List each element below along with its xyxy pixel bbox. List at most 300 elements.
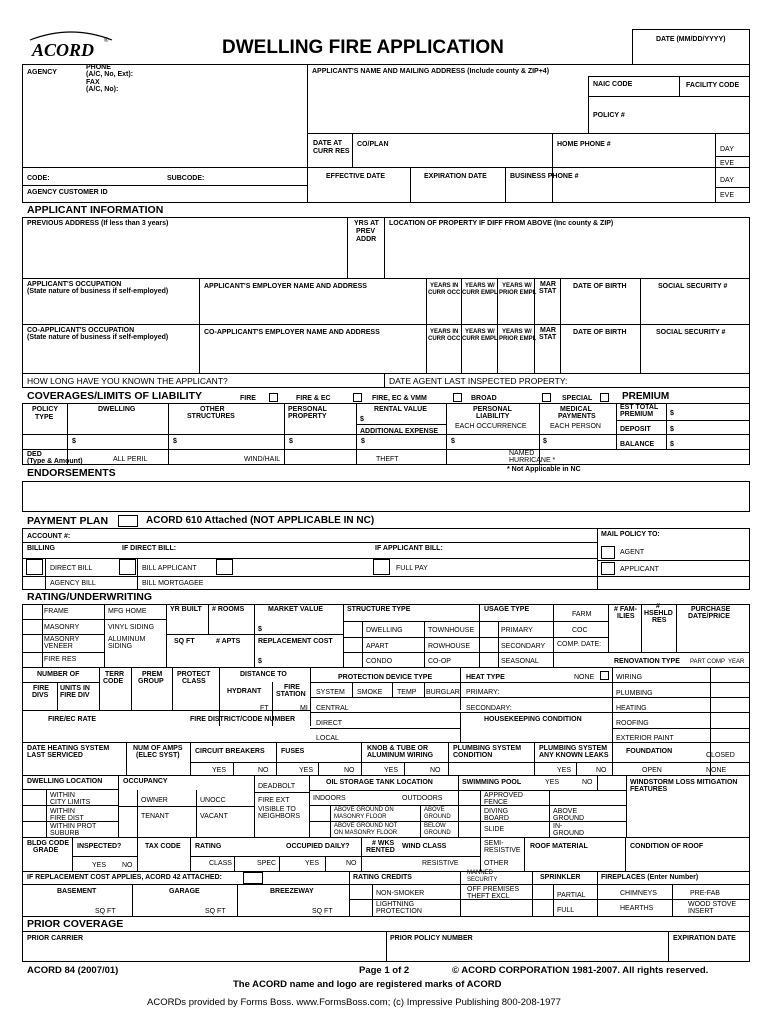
knob-tube-label-2: ALUMINUM WIRING — [367, 752, 434, 759]
medical-label: MEDICAL — [560, 406, 592, 413]
in-ground-label-2: GROUND — [553, 830, 585, 837]
plumbing-label: PLUMBING — [616, 690, 653, 697]
central-label: CENTRAL — [316, 705, 349, 712]
system-label: SYSTEM — [316, 689, 345, 696]
within-city-label-1: WITHIN — [50, 792, 75, 799]
replacement-cost-label: REPLACEMENT COST — [258, 638, 333, 645]
how-long-label: HOW LONG HAVE YOU KNOWN THE APPLICANT? — [27, 376, 228, 386]
direct-label: DIRECT — [316, 720, 343, 727]
personal-prop-label-2: PROPERTY — [288, 413, 327, 420]
co-stat-label: STAT — [539, 334, 557, 341]
fuses-no-label: NO — [344, 767, 355, 774]
knob-no-label: NO — [430, 767, 441, 774]
theft-label: THEFT — [376, 456, 399, 463]
inspected-no-label: NO — [122, 862, 133, 869]
additional-dollar: $ — [361, 438, 365, 445]
burglar-label: BURGLAR — [426, 689, 460, 696]
within-fire-label-2: FIRE DIST — [50, 815, 84, 822]
wind-class-label: WIND CLASS — [402, 843, 447, 850]
fire-div-label: FIRE DIV — [60, 692, 90, 699]
exterior-paint-label: EXTERIOR PAINT — [616, 735, 674, 742]
smoke-label: SMOKE — [357, 689, 383, 696]
ded-type-label: (Type & Amount) — [27, 458, 83, 465]
policy-type-label-2: TYPE — [35, 414, 54, 421]
fire-station-label-2: STATION — [276, 691, 306, 698]
form-title: DWELLING FIRE APPLICATION — [222, 37, 504, 58]
coc-label: COC — [572, 627, 588, 634]
date-heating-label-1: DATE HEATING SYSTEM — [27, 745, 110, 752]
seasonal-label: SEASONAL — [501, 658, 539, 665]
dwelling-cov-label: DWELLING — [98, 406, 136, 413]
billing-label: BILLING — [27, 545, 55, 552]
medical-dollar: $ — [543, 438, 547, 445]
all-peril-label: ALL PERIL — [113, 456, 148, 463]
hydrant-label: HYDRANT — [227, 688, 262, 695]
num-amps-label-1: NUM OF AMPS — [133, 745, 183, 752]
other-label: OTHER — [200, 406, 225, 413]
indoors-label: INDOORS — [313, 795, 346, 802]
masonry-label: MASONRY — [44, 624, 80, 631]
replacement-acord42-label: IF REPLACEMENT COST APPLIES, ACORD 42 ATTACHED: — [27, 874, 222, 881]
fire-district-label: FIRE DISTRICT/CODE NUMBER — [190, 716, 295, 723]
occupation-label: APPLICANT'S OCCUPATION — [27, 281, 122, 288]
agent-checkbox[interactable] — [601, 546, 615, 559]
secondary-label: SECONDARY — [501, 643, 546, 650]
suburb-label: SUBURB — [50, 830, 80, 837]
mail-agent-label: AGENT — [620, 549, 645, 556]
replacement-dollar: $ — [258, 658, 262, 665]
broad-option-label: BROAD — [471, 395, 497, 402]
resistive-label: RESISTIVE — [422, 860, 459, 867]
usage-type-label: USAGE TYPE — [484, 606, 530, 613]
form-id: ACORD 84 (2007/01) — [27, 965, 119, 976]
fire-res-label: FIRE RES — [44, 656, 77, 663]
prem-group-label: GROUP — [138, 678, 164, 685]
foundation-label: FOUNDATION — [626, 748, 673, 755]
prev-label: PREV — [356, 228, 376, 235]
class-label: CLASS — [209, 860, 232, 867]
rating-credits-label: RATING CREDITS — [353, 874, 412, 881]
home-phone-label: HOME PHONE # — [557, 141, 611, 148]
dwelling-dollar: $ — [72, 438, 76, 445]
co-years-w-curr-label: YEARS W/ — [465, 329, 495, 335]
date-label: DATE (MM/DD/YYYY) — [656, 36, 726, 43]
est-total-label: EST TOTAL — [620, 404, 659, 411]
home-eve-label: EVE — [720, 160, 735, 167]
applicant-checkbox[interactable] — [601, 562, 615, 575]
above-ground-on-label: ABOVE GROUND ON — [334, 807, 394, 813]
mar-label: MAR — [540, 281, 556, 288]
lightning-label: LIGHTNING — [376, 901, 415, 908]
fax-label: FAX — [86, 79, 100, 86]
dwelling-location-label: DWELLING LOCATION — [27, 778, 103, 785]
each-occurrence-label: EACH OCCURRENCE — [455, 423, 527, 430]
circuit-yes-label: YES — [212, 767, 227, 774]
business-day-label: DAY — [720, 177, 734, 184]
policy-type-label-1: POLICY — [32, 406, 59, 413]
page-number: Page 1 of 2 — [359, 965, 410, 976]
protection-label: PROTECTION — [376, 908, 422, 915]
years-w-prior-label: YEARS W/ — [502, 283, 532, 289]
rented-label: RENTED — [366, 847, 395, 854]
prior-carrier-label: PRIOR CARRIER — [27, 935, 84, 942]
visible-label-2: NEIGHBORS — [258, 813, 301, 820]
prior-empl-label: PRIOR EMPL — [499, 290, 537, 296]
semi-resistive-label: RESISTIVE — [484, 847, 521, 854]
condition-roof-label: CONDITION OF ROOF — [630, 843, 704, 850]
balance-dollar: $ — [670, 441, 674, 448]
fire-ext-label: FIRE EXT — [258, 797, 290, 804]
years-w-curr-label: YEARS W/ — [465, 283, 495, 289]
yrs-at-label: YRS AT — [354, 220, 379, 227]
applicant-section-title: APPLICANT INFORMATION — [27, 204, 164, 216]
above-pool-label: ABOVE — [553, 808, 578, 815]
full-pay-label: FULL PAY — [396, 565, 428, 572]
coop-label: CO-OP — [428, 658, 451, 665]
curr-occ-label: CURR OCC — [428, 290, 461, 296]
off-premises-label: OFF PREMISES — [467, 886, 520, 893]
renovation-label: RENOVATION TYPE — [614, 658, 680, 665]
sprinkler-label: SPRINKLER — [540, 874, 581, 881]
plumbing-system-label-2: CONDITION — [453, 752, 493, 759]
acord610-checkbox[interactable] — [118, 515, 138, 527]
bill-applicant-checkbox[interactable] — [119, 559, 136, 575]
phone-ext-label: (A/C, No, Ext): — [86, 71, 134, 78]
temp-label: TEMP — [397, 689, 417, 696]
fuses-label: FUSES — [281, 748, 305, 755]
broad-checkbox[interactable] — [542, 393, 551, 402]
fence-label: FENCE — [484, 799, 508, 806]
siding-label: SIDING — [108, 643, 133, 650]
fire-checkbox[interactable] — [269, 393, 278, 402]
breezeway-label: BREEZEWAY — [270, 888, 314, 895]
prior-expiration-label: EXPIRATION DATE — [673, 935, 736, 942]
rowhouse-label: ROWHOUSE — [428, 643, 470, 650]
if-direct-label: IF DIRECT BILL: — [122, 545, 177, 552]
agency-label: AGENCY — [27, 69, 57, 76]
named-label: NAMED — [509, 450, 535, 457]
roof-material-label: ROOF MATERIAL — [530, 843, 588, 850]
facility-code-label: FACILITY CODE — [686, 82, 740, 89]
pre-fab-label: PRE-FAB — [690, 890, 720, 897]
date-inspected-label: DATE AGENT LAST INSPECTED PROPERTY: — [389, 376, 568, 386]
chimneys-label: CHIMNEYS — [620, 890, 657, 897]
within-city-label-2: CITY LIMITS — [50, 799, 91, 806]
liability-dollar: $ — [451, 438, 455, 445]
approved-label: APPROVED — [484, 792, 523, 799]
open-label: OPEN — [642, 767, 662, 774]
mi-label: MI — [300, 705, 308, 712]
ded-label: DED — [27, 451, 42, 458]
hearths-label: HEARTHS — [620, 905, 654, 912]
home-day-label: DAY — [720, 146, 734, 153]
co-dob-label: DATE OF BIRTH — [573, 329, 627, 336]
acord-logo-text: ACORD — [32, 40, 95, 60]
leaks-yes-label: YES — [557, 767, 572, 774]
garage-sqft-label: SQ FT — [205, 908, 226, 915]
registered-mark: ® — [104, 38, 109, 44]
ssn-label: SOCIAL SECURITY # — [658, 283, 728, 290]
tax-code-label: TAX CODE — [145, 843, 181, 850]
manned-security-label: SECURITY — [467, 877, 498, 883]
terr-label: TERR — [105, 671, 125, 678]
date-heating-label-2: LAST SERVICED — [27, 752, 83, 759]
personal-liab-label-1: PERSONAL — [473, 406, 512, 413]
location-label: LOCATION OF PROPERTY IF DIFF FROM ABOVE (Inc county & ZIP) — [389, 220, 614, 227]
rental-dollar: $ — [360, 416, 364, 423]
personal-prop-label-1: PERSONAL — [288, 406, 327, 413]
townhouse-label: TOWNHOUSE — [428, 627, 475, 634]
board-label: BOARD — [484, 815, 509, 822]
hurricane-label: HURRICANE * — [509, 457, 556, 464]
employer-label: APPLICANT'S EMPLOYER NAME AND ADDRESS — [204, 283, 367, 290]
date-at-label: DATE AT — [313, 140, 343, 147]
wiring-label: WIRING — [616, 674, 643, 681]
date-price-label: DATE/PRICE — [688, 613, 730, 620]
subcode-label: SUBCODE: — [167, 175, 205, 182]
account-label: ACCOUNT #: — [27, 533, 71, 540]
below-label: BELOW — [424, 823, 446, 829]
unocc-label: UNOCC — [200, 797, 226, 804]
aluminum-label: ALUMINUM — [108, 636, 146, 643]
purchase-label: PURCHASE — [691, 606, 731, 613]
vacant-label: VACANT — [200, 813, 228, 820]
co-prior-empl-label: PRIOR EMPL — [499, 336, 537, 342]
applicant-name-label: APPLICANT'S NAME AND MAILING ADDRESS (Include county & ZIP+4) — [312, 68, 550, 75]
protect-label: PROTECT — [177, 671, 211, 678]
dwelling-type-label: DWELLING — [366, 627, 403, 634]
garage-label: GARAGE — [169, 888, 200, 895]
business-phone-label: BUSINESS PHONE # — [510, 173, 579, 180]
co-mar-label: MAR — [540, 327, 556, 334]
fam-label: # FAM- — [614, 606, 637, 613]
diving-label: DIVING — [484, 808, 509, 815]
stat-label: STAT — [539, 288, 557, 295]
frame-label: FRAME — [44, 608, 69, 615]
pool-no-label: NO — [582, 779, 593, 786]
wind-hail-label: WIND/HAIL — [244, 456, 281, 463]
windstorm-label-1: WINDSTORM LOSS MITIGATION — [630, 779, 738, 786]
spec-label: SPEC — [257, 860, 277, 867]
insert-label: INSERT — [688, 908, 714, 915]
expiration-date-label: EXPIRATION DATE — [424, 173, 487, 180]
co-nature-label: (State nature of business if self-employed) — [27, 334, 169, 341]
effective-date-label: EFFECTIVE DATE — [326, 173, 385, 180]
owner-label: OWNER — [141, 797, 168, 804]
hsehld-hash: # — [656, 603, 660, 610]
heat-none-checkbox[interactable] — [600, 671, 609, 680]
fire-ec-vmm-checkbox[interactable] — [453, 393, 462, 402]
deadbolt-label: DEADBOLT — [258, 783, 296, 790]
housekeeping-label: HOUSEKEEPING CONDITION — [484, 716, 582, 723]
ilies-label: ILIES — [617, 613, 635, 620]
code-label: CODE: — [27, 175, 50, 182]
customer-id-label: AGENCY CUSTOMER ID — [27, 189, 108, 196]
plumbing-system-label-1: PLUMBING SYSTEM — [453, 745, 522, 752]
direct-bill-checkbox[interactable] — [26, 559, 43, 575]
dob-label: DATE OF BIRTH — [573, 283, 627, 290]
additional-expense-label: ADDITIONAL EXPENSE — [360, 428, 439, 435]
outdoors-label: OUTDOORS — [402, 795, 443, 802]
deposit-dollar: $ — [670, 426, 674, 433]
theft-excl-label: THEFT EXCL — [467, 893, 510, 900]
personal-liab-label-2: LIABILITY — [476, 413, 510, 420]
deposit-label: DEPOSIT — [620, 426, 651, 433]
primary-label: PRIMARY — [501, 627, 533, 634]
rental-value-label: RENTAL VALUE — [374, 406, 427, 413]
prior-section-title: PRIOR COVERAGE — [27, 918, 124, 930]
curr-empl-label: CURR EMPL — [462, 290, 498, 296]
fire-divs-label-2: DIVS — [32, 692, 49, 699]
full-label: FULL — [557, 907, 575, 914]
co-curr-empl-label: CURR EMPL — [462, 336, 498, 342]
special-option-label: SPECIAL — [562, 395, 593, 402]
swimming-pool-label: SWIMMING POOL — [462, 779, 522, 786]
co-ssn-label: SOCIAL SECURITY # — [656, 329, 726, 336]
res-label: RES — [652, 617, 667, 624]
special-checkbox[interactable] — [600, 393, 609, 402]
basement-sqft-label: SQ FT — [95, 908, 116, 915]
full-pay-checkbox[interactable] — [373, 559, 390, 575]
wood-stove-label: WOOD STOVE — [688, 901, 737, 908]
in-ground-label-1: IN- — [553, 823, 563, 830]
each-person-label: EACH PERSON — [550, 423, 601, 430]
circuit-breakers-label: CIRCUIT BREAKERS — [195, 748, 265, 755]
prior-policy-number-label: PRIOR POLICY NUMBER — [390, 935, 473, 942]
slide-label: SLIDE — [484, 826, 505, 833]
fireplaces-label: FIREPLACES (Enter Number) — [601, 874, 699, 881]
terr-code-label: CODE — [103, 678, 124, 685]
semi-label: SEMI- — [484, 840, 504, 847]
on-masonry-label: ON MASONRY FLOOR — [334, 830, 398, 836]
num-amps-label-2: (ELEC SYST) — [136, 752, 180, 759]
farm-label: FARM — [572, 611, 592, 618]
number-of-label: NUMBER OF — [37, 671, 80, 678]
above-label: ABOVE — [424, 807, 445, 813]
oil-storage-label: OIL STORAGE TANK LOCATION — [326, 779, 433, 786]
secondary-heat-label: SECONDARY: — [466, 705, 512, 712]
acord610-label: ACORD 610 Attached (NOT APPLICABLE IN NC) — [146, 515, 375, 526]
local-label: LOCAL — [316, 735, 339, 742]
fire-option-label: FIRE — [240, 395, 256, 402]
breezeway-sqft-label: SQ FT — [312, 908, 333, 915]
provided-by: ACORDs provided by Forms Boss. www.FormsBoss.com; (c) Impressive Publishing 800-208-1977 — [147, 997, 561, 1008]
roofing-label: ROOFING — [616, 720, 649, 727]
masonry-veneer-label-2: VENEER — [44, 643, 73, 650]
mfg-home-label: MFG HOME — [108, 608, 147, 615]
masonry-veneer-label-1: MASONRY — [44, 636, 80, 643]
policy-label: POLICY # — [593, 112, 625, 119]
inspected-yes-label: YES — [92, 862, 107, 869]
other-label: OTHER — [484, 860, 509, 867]
fire-ec-checkbox[interactable] — [353, 393, 362, 402]
basement-label: BASEMENT — [57, 888, 97, 895]
endorsements-section-title: ENDORSEMENTS — [27, 467, 116, 479]
payments-label: PAYMENTS — [558, 413, 596, 420]
heat-type-label: HEAT TYPE — [466, 674, 505, 681]
est-premium-label: PREMIUM — [620, 411, 654, 418]
distance-to-label: DISTANCE TO — [240, 671, 287, 678]
units-in-label: UNITS IN — [60, 685, 90, 692]
mail-applicant-label: APPLICANT — [620, 566, 659, 573]
masonry-floor-label: MASONRY FLOOR — [334, 814, 387, 820]
structures-label: STRUCTURES — [187, 413, 235, 420]
part-label: PART — [690, 659, 706, 665]
leaks-no-label: NO — [596, 767, 607, 774]
other-dollar: $ — [173, 438, 177, 445]
comp-date-label: COMP. DATE: — [557, 641, 602, 648]
coverages-section-title: COVERAGES/LIMITS OF LIABILITY — [27, 390, 203, 402]
not-applicable-nc: * Not Applicable in NC — [507, 466, 581, 473]
payment-section-title: PAYMENT PLAN — [27, 515, 109, 527]
business-eve-label: EVE — [720, 192, 735, 199]
protection-device-label: PROTECTION DEVICE TYPE — [338, 674, 433, 681]
est-total-dollar: $ — [670, 410, 674, 417]
bldg-code-label: BLDG CODE — [27, 840, 69, 847]
primary-heat-label: PRIMARY: — [466, 689, 500, 696]
bill-applicant-extra-checkbox[interactable] — [216, 559, 233, 575]
leaks-label-2: ANY KNOWN LEAKS — [539, 752, 609, 759]
copyright: © ACORD CORPORATION 1981-2007. All rights reserved. — [452, 965, 709, 976]
non-smoker-label: NON-SMOKER — [376, 890, 425, 897]
windstorm-label-2: FEATURES — [630, 786, 668, 793]
naic-code-label: NAIC CODE — [593, 81, 633, 88]
premium-header: PREMIUM — [622, 391, 670, 402]
co-employer-label: CO-APPLICANT'S EMPLOYER NAME AND ADDRESS — [204, 329, 380, 336]
years-in-label: YEARS IN — [430, 283, 459, 289]
above-ground-not-label: ABOVE GROUND NOT — [334, 823, 398, 829]
sq-ft-label: SQ FT — [174, 638, 195, 645]
co-years-in-label: YEARS IN — [430, 329, 459, 335]
apts-label: # APTS — [216, 638, 241, 645]
visible-label-1: VISIBLE TO — [258, 806, 296, 813]
inspected-label: INSPECTED? — [77, 843, 122, 850]
fuses-yes-label: YES — [299, 767, 314, 774]
knob-tube-label-1: KNOB & TUBE OR — [367, 745, 429, 752]
ground-pool-label: GROUND — [553, 815, 585, 822]
below-ground-label: GROUND — [424, 830, 451, 836]
partial-label: PARTIAL — [557, 892, 586, 899]
knob-yes-label: YES — [384, 767, 399, 774]
tenant-label: TENANT — [141, 813, 169, 820]
hsehld-label: HSEHLD — [644, 610, 673, 617]
market-dollar: $ — [258, 626, 262, 633]
closed-label: CLOSED — [706, 752, 735, 759]
phone-label: PHONE — [86, 64, 111, 71]
heat-none-label: NONE — [574, 674, 595, 681]
year-label: YEAR — [728, 659, 745, 665]
rating-section-title: RATING/UNDERWRITING — [27, 591, 153, 603]
fire-ec-option-label: FIRE & EC — [296, 395, 331, 402]
addr-label: ADDR — [356, 236, 377, 243]
co-years-w-prior-label: YEARS W/ — [502, 329, 532, 335]
rating-label: RATING — [195, 843, 222, 850]
balance-label: BALANCE — [620, 441, 655, 448]
acord42-checkbox[interactable] — [243, 872, 263, 884]
curr-res-label: CURR RES — [313, 148, 350, 155]
personal-dollar: $ — [289, 438, 293, 445]
ground-label: GROUND — [424, 814, 451, 820]
grade-label: GRADE — [33, 847, 59, 854]
heating-label: HEATING — [616, 705, 647, 712]
prev-address-label: PREVIOUS ADDRESS (If less than 3 years) — [27, 220, 169, 227]
bill-mortgagee-label: BILL MORTGAGEE — [142, 580, 204, 587]
within-fire-label-1: WITHIN — [50, 808, 75, 815]
wks-label: # WKS — [372, 840, 395, 847]
rooms-label: # ROOMS — [212, 606, 245, 613]
circuit-no-label: NO — [258, 767, 269, 774]
co-curr-occ-label: CURR OCC — [428, 336, 461, 342]
